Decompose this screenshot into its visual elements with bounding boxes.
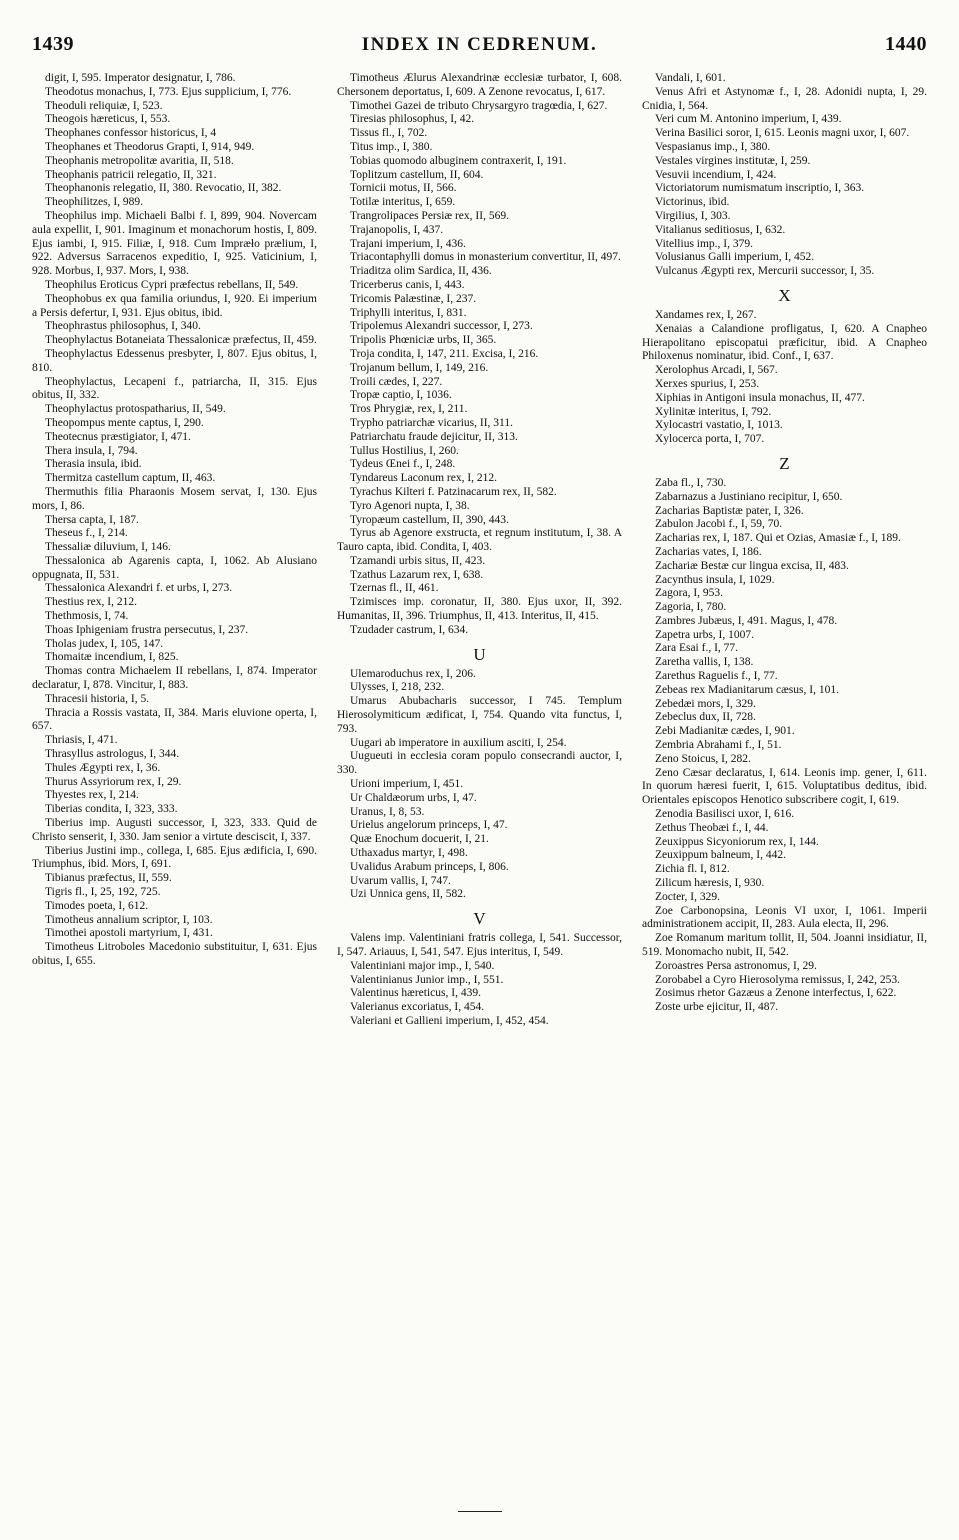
index-entry: Tobias quomodo albuginem contraxerit, I, 191.	[350, 154, 567, 167]
index-entry: Theophobus ex qua familia oriundus, I, 920. Ei imperium a Persis defertur, I, 931. Ejus obitus, ibid.	[32, 292, 317, 319]
index-entry: Theophilitzes, I, 989.	[45, 196, 144, 209]
index-entry: Ulysses, I, 218, 232.	[350, 681, 445, 694]
index-entry: Theseus f., I, 214.	[45, 527, 128, 540]
index-entry: Vespasianus imp., I, 380.	[655, 140, 771, 153]
index-entry: Timotheus annalium scriptor, I, 103.	[45, 913, 213, 926]
index-entry: Tibianus præfectus, II, 559.	[45, 872, 172, 885]
index-entry: Uugari ab imperatore in auxilium asciti, I, 254.	[350, 736, 567, 749]
index-entry: Xerolophus Arcadi, I, 567.	[655, 364, 778, 377]
index-entry: Zosimus rhetor Gazæus a Zenone interfectus, I, 622.	[655, 987, 897, 1000]
index-entry: Timodes poeta, I, 612.	[45, 899, 149, 912]
index-entry: Zacynthus insula, I, 1029.	[655, 573, 775, 586]
index-entry: Thules Ægypti rex, I, 36.	[45, 761, 161, 774]
index-entry: Urielus angelorum princeps, I, 47.	[350, 819, 508, 832]
index-entry: Theophanis metropolitæ avaritia, II, 518.	[45, 154, 234, 167]
index-entry: Xiphias in Antigoni insula monachus, II, 477.	[655, 391, 865, 404]
index-entry: Tricerberus canis, I, 443.	[350, 278, 465, 291]
index-entry: Trypho patriarchæ vicarius, II, 311.	[350, 416, 513, 429]
index-entry: Vesuvii incendium, I, 424.	[655, 168, 777, 181]
section-heading-u: U	[473, 644, 486, 664]
index-entry: Tydeus Œnei f., I, 248.	[350, 458, 456, 471]
index-entry: Zabulon Jacobi f., I, 59, 70.	[655, 518, 783, 531]
index-column-middle	[337, 72, 622, 1029]
index-entry: Volusianus Galli imperium, I, 452.	[655, 251, 815, 264]
index-entry: Victorinus, ibid.	[655, 196, 730, 209]
index-entry: Zoste urbe ejicitur, II, 487.	[655, 1001, 779, 1014]
index-entry: Theotecnus præstigiator, I, 471.	[45, 430, 191, 443]
index-entry: Tripolemus Alexandri successor, I, 273.	[350, 320, 533, 333]
index-entry: Thriasis, I, 471.	[45, 734, 118, 747]
index-entry: Zocter, I, 329.	[655, 890, 721, 903]
index-entry: Xenaias a Calandione profligatus, I, 620. A Cnapheo Hierapolitano episcopatui præficitur, ibid. A Cnapheo Philoxenus nominatur, ibid. Conf., I, 637.	[642, 322, 927, 363]
index-entry: Theophrastus philosophus, I, 340.	[45, 320, 201, 333]
index-entry: Tiberias condita, I, 323, 333.	[45, 803, 178, 816]
index-entry: Thracia a Rossis vastata, II, 384. Maris eluvione operta, I, 657.	[32, 706, 317, 733]
index-entry: Uvalidus Arabum princeps, I, 806.	[350, 860, 509, 873]
section-heading-v: V	[473, 909, 486, 929]
index-entry: Theodotus monachus, I, 773. Ejus supplicium, I, 776.	[45, 85, 292, 98]
index-entry: Vestales virgines institutæ, I, 259.	[655, 154, 811, 167]
index-entry: Xerxes spurius, I, 253.	[655, 377, 760, 390]
index-column-left	[32, 72, 317, 1029]
index-entry: Tyro Agenori nupta, I, 38.	[350, 499, 470, 512]
index-entry: Thethmosis, I, 74.	[45, 610, 129, 623]
section-heading-z: Z	[779, 453, 790, 473]
index-entry: Vandali, I, 601.	[655, 72, 726, 84]
index-entry: Troja condita, I, 147, 211. Excisa, I, 216.	[350, 347, 539, 360]
index-entry: Timothei apostoli martyrium, I, 431.	[45, 927, 213, 940]
index-entry: Vitellius imp., I, 379.	[655, 237, 754, 250]
index-entry: Trangrolipaces Persiæ rex, II, 569.	[350, 209, 509, 222]
index-entry: Zachariæ Bestæ cur lingua excisa, II, 483.	[655, 559, 849, 572]
index-entry: Zarethus Raguelis f., I, 77.	[655, 670, 778, 683]
index-entry: Tricomis Palæstinæ, I, 237.	[350, 292, 477, 305]
index-entry: Trajani imperium, I, 436.	[350, 237, 466, 250]
index-entry: Zacharias Baptistæ pater, I, 326.	[655, 504, 804, 517]
index-entry: Zeno Stoicus, I, 282.	[655, 752, 751, 765]
index-entry: Tropæ captio, I, 1036.	[350, 389, 452, 402]
index-entry: Thersa capta, I, 187.	[45, 513, 139, 526]
index-entry: Zichia fl. I, 812.	[655, 863, 730, 876]
index-entry: Zethus Theobæi f., I, 44.	[655, 821, 769, 834]
index-entry: Verina Basilici soror, I, 615. Leonis magni uxor, I, 607.	[655, 127, 910, 140]
index-entry: Zacharias vates, I, 186.	[655, 545, 762, 558]
index-entry: Tyndareus Laconum rex, I, 212.	[350, 472, 498, 485]
index-entry: Thrasyllus astrologus, I, 344.	[45, 748, 180, 761]
index-entry: Tyrus ab Agenore exstructa, et regnum institutum, I, 38. A Tauro capta, ibid. Condita, I, 403.	[337, 527, 622, 554]
index-entry: Triphylli interitus, I, 831.	[350, 306, 467, 319]
index-entry: Ur Chaldæorum urbs, I, 47.	[350, 791, 477, 804]
index-entry: Tyrachus Kilteri f. Patzinacarum rex, II, 582.	[350, 485, 557, 498]
index-entry: Thera insula, I, 794.	[45, 444, 138, 457]
index-entry: Trojanum bellum, I, 149, 216.	[350, 361, 489, 374]
index-entry: Uvarum vallis, I, 747.	[350, 874, 451, 887]
index-entry: Virgilius, I, 303.	[655, 209, 731, 222]
index-entry: Veri cum M. Antonino imperium, I, 439.	[655, 113, 842, 126]
index-entry: Tyropæum castellum, II, 390, 443.	[350, 513, 509, 526]
index-entry: Tzudader castrum, I, 634.	[350, 623, 469, 636]
index-entry: Xylocerca porta, I, 707.	[655, 433, 765, 446]
index-entry: Theophylactus protospatharius, II, 549.	[45, 403, 226, 416]
index-entry: Thoas Iphigeniam frustra persecutus, I, 237.	[45, 623, 249, 636]
index-entry: Valens imp. Valentiniani fratris collega, I, 541. Successor, I, 547. Ariauus, I, 541, 547. Ejus interitus, I, 549.	[337, 932, 622, 959]
index-entry: Theoduli reliquiæ, I, 523.	[45, 99, 163, 112]
index-entry: Victoriatorum numismatum inscriptio, I, 363.	[655, 182, 865, 195]
index-entry: Uzi Unnica gens, II, 582.	[350, 888, 466, 901]
index-entry: Tzimisces imp. coronatur, II, 380. Ejus uxor, II, 392. Humanitas, II, 396. Triumphus, II, 413. Interitus, II, 415.	[337, 596, 622, 623]
index-entry: Zapetra urbs, I, 1007.	[655, 628, 754, 641]
index-entry: Zaba fl., I, 730.	[655, 476, 727, 489]
index-entry: Vulcanus Ægypti rex, Mercurii successor, I, 35.	[655, 265, 875, 278]
index-entry: Theophilus imp. Michaeli Balbi f. I, 899, 904. Novercam aula expellit, I, 901. Imaginum et monachorum hostis, I, 809. Ejus iambi, I, 915. Filiæ, I, 918. Cum Impræło prælium, I, 922. Adversus Sarracenos expeditio, I, 925. Vaticinium, I, 928. Morbus, I, 937. Mors, I, 938.	[32, 209, 317, 278]
index-entry: Tzathus Lazarum rex, I, 638.	[350, 568, 484, 581]
index-entry: Venus Afri et Astynomæ f., I, 28. Adonidi nupta, I, 29. Cnidia, I, 564.	[642, 85, 927, 112]
index-entry: Zebedæi mors, I, 329.	[655, 697, 756, 710]
index-entry: Zilicum hæresis, I, 930.	[655, 877, 765, 890]
index-entry: Thessalonica ab Agarenis capta, I, 1062. Ab Alusiano oppugnata, II, 531.	[32, 554, 317, 581]
index-entry: Theophylactus Botaneiata Thessalonicæ præfectus, II, 459.	[45, 334, 317, 347]
index-entry: Tiresias philosophus, I, 42.	[350, 113, 475, 126]
index-entry: Tros Phrygiæ, rex, I, 211.	[350, 403, 468, 416]
index-entry: Valentinus hæreticus, I, 439.	[350, 987, 481, 1000]
index-entry: Tornicii motus, II, 566.	[350, 182, 457, 195]
page-number-right: 1440	[884, 33, 927, 55]
index-entry: Thracesii historia, I, 5.	[45, 692, 150, 705]
index-entry: Zeuxippum balneum, I, 442.	[655, 849, 786, 862]
index-entry: Triaditza olim Sardica, II, 436.	[350, 265, 492, 278]
index-entry: Zoe Romanum maritum tollit, II, 504. Joanni insidiatur, II, 519. Monomacho nubit, II, 542.	[642, 932, 927, 959]
index-entry: Thessalonica Alexandri f. et urbs, I, 273.	[45, 582, 233, 595]
index-entry: Tissus fl., I, 702.	[350, 127, 428, 140]
index-entry: Theophanis patricii relegatio, II, 321.	[45, 168, 217, 181]
index-entry: Uranus, I, 8, 53.	[350, 805, 425, 818]
index-entry: Valentinianus Junior imp., I, 551.	[350, 973, 504, 986]
index-entry: Theophylactus, Lecapeni f., patriarcha, II, 315. Ejus obitus, II, 332.	[32, 375, 317, 402]
index-entry: Zenodia Basilisci uxor, I, 616.	[655, 808, 795, 821]
index-entry: Theophanonis relegatio, II, 380. Revocatio, II, 382.	[45, 182, 282, 195]
index-entry: Valerianus excoriatus, I, 454.	[350, 1001, 485, 1014]
index-entry: Zembria Abrahami f., I, 51.	[655, 739, 782, 752]
index-entry: Thessaliæ diluvium, I, 146.	[45, 541, 171, 554]
index-entry: Valeriani et Gallieni imperium, I, 452, 454.	[350, 1015, 549, 1027]
index-entry: Thomas contra Michaelem II rebellans, I, 874. Imperator declaratur, I, 878. Vincitur, I, 883.	[32, 665, 317, 692]
index-entry: Triacontaphylli domus in monasterium convertitur, II, 497.	[350, 251, 621, 264]
index-entry: Ulemaroduchus rex, I, 206.	[350, 667, 476, 680]
index-entry: Patriarchatu fraude dejicitur, II, 313.	[350, 430, 518, 443]
index-entry: Valentiniani major imp., I, 540.	[350, 959, 495, 972]
index-columns	[32, 72, 927, 1029]
index-entry: Zagora, I, 953.	[655, 587, 724, 600]
index-entry: Timotheus Litroboles Macedonio substituitur, I, 631. Ejus obitus, I, 655.	[32, 941, 317, 967]
index-entry: Zoe Carbonopsina, Leonis VI uxor, I, 1061. Imperii administrationem accipit, II, 283. Aula electa, II, 296.	[642, 904, 927, 931]
index-entry: Xylinitæ interitus, I, 792.	[655, 405, 772, 418]
page-title: INDEX IN CEDRENUM.	[361, 34, 598, 55]
index-entry: Tzernas fl., II, 461.	[350, 582, 439, 595]
page-number-left: 1439	[32, 33, 74, 55]
index-entry: Zeuxippus Sicyoniorum rex, I, 144.	[655, 835, 819, 848]
index-entry: Zabarnazus a Justiniano recipitur, I, 650.	[655, 490, 843, 503]
index-entry: Zara Esai f., I, 77.	[655, 642, 739, 655]
index-entry: Thyestes rex, I, 214.	[45, 789, 139, 802]
index-entry: Tiberius imp. Augusti successor, I, 323, 333. Quid de Christo senserit, I, 330. Jam senior a virtute desciscit, I, 337.	[32, 817, 317, 843]
index-entry: Quæ Enochum docuerit, I, 21.	[350, 833, 489, 846]
index-entry: Tripolis Phœniciæ urbs, II, 365.	[350, 334, 497, 347]
index-entry: Zagoria, I, 780.	[655, 601, 727, 614]
index-entry: Vitalianus seditiosus, I, 632.	[655, 223, 786, 236]
index-entry: Zambres Jubæus, I, 491. Magus, I, 478.	[655, 614, 838, 627]
index-entry: digit, I, 595. Imperator designatur, I, 786.	[45, 72, 236, 84]
index-entry: Timothei Gazei de tributo Chrysargyro tragœdia, I, 627.	[350, 99, 608, 112]
section-heading-x: X	[778, 285, 791, 305]
index-entry: Theopompus mente captus, I, 290.	[45, 416, 204, 429]
index-column-right	[642, 72, 927, 1029]
index-entry: Tholas judex, I, 105, 147.	[45, 637, 164, 650]
index-entry: Theophilus Eroticus Cypri præfectus rebellans, II, 549.	[45, 278, 299, 291]
index-entry: Thurus Assyriorum rex, I, 29.	[45, 775, 182, 788]
index-entry: Thomaitæ incendium, I, 825.	[45, 651, 179, 664]
end-rule	[458, 1511, 502, 1512]
index-entry: Urioni imperium, I, 451.	[350, 778, 464, 791]
index-entry: Totilæ interitus, I, 659.	[350, 196, 456, 209]
index-entry: Thermuthis filia Pharaonis Mosem servat, I, 130. Ejus mors, I, 86.	[32, 485, 317, 512]
index-entry: Zorobabel a Cyro Hierosolyma remissus, I, 242, 253.	[655, 973, 900, 986]
index-entry: Xylocastri vastatio, I, 1013.	[655, 419, 783, 432]
index-entry: Thermitza castellum captum, II, 463.	[45, 472, 216, 485]
index-entry: Theophanes et Theodorus Grapti, I, 914, 949.	[45, 140, 255, 153]
index-entry: Toplitzum castellum, II, 604.	[350, 168, 484, 181]
index-entry: Trajanopolis, I, 437.	[350, 223, 444, 236]
index-entry: Xandames rex, I, 267.	[655, 308, 757, 321]
index-entry: Tiberius Justini imp., collega, I, 685. Ejus ædificia, I, 690. Triumphus, ibid. Mors, I, 691.	[32, 844, 317, 871]
index-entry: Titus imp., I, 380.	[350, 140, 433, 153]
index-entry: Theophylactus Edessenus presbyter, I, 807. Ejus obitus, I, 810.	[32, 347, 317, 374]
index-entry: Zoroastres Persa astronomus, I, 29.	[655, 959, 817, 972]
index-entry: Uthaxadus martyr, I, 498.	[350, 847, 468, 860]
index-entry: Zebeclus dux, II, 728.	[655, 711, 756, 724]
index-entry: Zaretha vallis, I, 138.	[655, 656, 754, 669]
index-entry: Troili cædes, I, 227.	[350, 375, 443, 388]
index-entry: Tzamandi urbis situs, II, 423.	[350, 554, 486, 567]
index-entry: Umarus Abubacharis successor, I 745. Templum Hierosolymiticum ædificat, I, 754. Quando vita functus, I, 793.	[337, 695, 622, 735]
index-entry: Theophanes confessor historicus, I, 4	[45, 127, 217, 140]
index-entry: Zacharias rex, I, 187. Qui et Ozias, Amasiæ f., I, 189.	[655, 532, 901, 545]
index-entry: Timotheus Ælurus Alexandrinæ ecclesiæ turbator, I, 608. Chersonem deportatus, I, 609. A Zenone revocatus, I, 617.	[337, 72, 622, 98]
index-entry: Zeno Cæsar declaratus, I, 614. Leonis imp. gener, I, 611. In quorum hæresi fuerit, I, 615. Voluptatibus deditus, ibid. Orientales episcopos Henotico subscribere cogit, I, 619.	[642, 766, 927, 807]
index-entry: Therasia insula, ibid.	[45, 458, 142, 471]
index-entry: Tullus Hostilius, I, 260.	[350, 444, 459, 457]
index-entry: Tigris fl., I, 25, 192, 725.	[45, 886, 161, 899]
index-entry: Zebi Madianitæ cædes, I, 901.	[655, 725, 795, 738]
index-entry: Zebeas rex Madianitarum cæsus, I, 101.	[655, 683, 839, 696]
index-entry: Theogois hæreticus, I, 553.	[45, 113, 171, 126]
index-entry: Uugueuti in ecclesia coram populo consecrandi auctor, I, 330.	[337, 750, 622, 777]
page-header	[32, 33, 927, 63]
index-entry: Thestius rex, I, 212.	[45, 596, 137, 609]
